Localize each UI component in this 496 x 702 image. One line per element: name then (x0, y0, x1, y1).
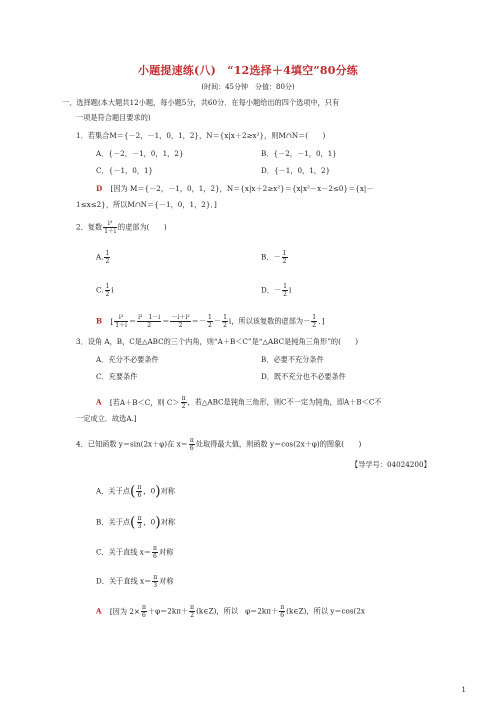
fraction (105, 283, 114, 298)
label: D．－ (261, 285, 282, 295)
fraction (137, 515, 143, 530)
denominator: 2 (223, 322, 227, 329)
section-heading-line1: 一、选择题(本大题共12小题，每小题5分，共60分．在每小题给出的四个选项中，只有 (62, 98, 340, 107)
q3-answer-letter: A (96, 397, 102, 407)
denominator: 2 (283, 291, 287, 298)
fraction (104, 250, 110, 265)
section-heading-line2: 一项是符合题目要求的) (76, 113, 151, 122)
denominator: 2 (147, 322, 152, 329)
solution-text: (k∈Z)，所以 φ＝2kπ＋ (196, 606, 279, 616)
coordinate: ，0 (143, 486, 156, 496)
numerator: 1 (312, 314, 317, 321)
fraction (152, 574, 158, 589)
q1-answer-letter: D (96, 184, 103, 193)
label: C. (96, 285, 104, 295)
q2-option-a (96, 250, 111, 265)
denominator: 3 (137, 523, 142, 530)
numerator: －i＋i² (171, 314, 190, 321)
right-paren: ) (155, 483, 161, 500)
suffix: i (288, 285, 292, 295)
label: A. (96, 252, 104, 262)
stem-text: 4．已知函数 y＝sin(2x＋φ)在 x＝ (76, 439, 188, 449)
denominator: 2 (208, 322, 212, 329)
numerator: 1 (105, 250, 110, 257)
denominator: 1＋i (104, 228, 116, 235)
label: B．关于点 (96, 517, 131, 527)
time-score-note: (时间：45分钟 分值：80分) (201, 83, 295, 91)
coordinate: ，0 (143, 517, 156, 527)
q1-option-a: A．{－2，－1，0，1，2} (96, 149, 184, 158)
q1-solution-text: [因为 M＝{－2，－1，0，1，2}，N＝{x|x＋2≥x²}＝{x|x²－x－2≤0}＝{x|－ (110, 184, 374, 193)
numerator: π (181, 395, 186, 402)
numerator: i³ (114, 314, 128, 322)
fraction (311, 314, 317, 329)
bracket: ．] (318, 316, 325, 326)
denominator: 2 (190, 612, 195, 619)
denominator: 2 (312, 322, 317, 329)
denominator: 2 (105, 291, 110, 298)
q1-solution-line1 (96, 184, 374, 194)
fraction (222, 314, 228, 329)
q4-option-d (96, 574, 174, 589)
numerator: π (152, 545, 157, 552)
q1-solution-line2: 1≤x≤2}，所以M∩N＝{－1，0，1，2}．] (76, 200, 217, 209)
fraction (282, 283, 288, 298)
q4-option-c (96, 545, 173, 560)
denominator: 2 (178, 322, 183, 329)
fraction (141, 604, 147, 619)
q4-answer-letter: A (96, 606, 102, 616)
q2-option-b (261, 250, 289, 265)
numerator: 1 (283, 283, 287, 290)
left-paren: ( (130, 514, 136, 531)
q4-option-a (96, 484, 175, 499)
q1-option-d: D．{－1，0，1，2} (261, 166, 331, 175)
page-number: 1 (461, 686, 466, 694)
numerator: π (189, 437, 194, 444)
suffix: 对称 (160, 486, 175, 496)
fraction (189, 437, 195, 452)
solution-text: (k∈Z)，所以 y＝cos(2x (286, 606, 365, 616)
fraction (282, 250, 288, 265)
solution-text: ，若△ABC是钝角三角形，则C不一定为钝角，即A＋B＜C不 (187, 397, 382, 407)
solution-text: [若A＋B＜C，则 C＞ (109, 397, 180, 407)
fraction (137, 314, 161, 329)
suffix: 对称 (158, 547, 174, 557)
q3-solution-line2: 一定成立．故选A.] (76, 414, 137, 423)
denominator: 2 (282, 258, 287, 265)
equals: ＝ (128, 316, 137, 326)
numerator: 1 (223, 314, 227, 321)
numerator: 1 (208, 314, 212, 321)
stem-text: 处取得最大值，则函数 y＝cos(2x＋φ)的图象( ) (195, 439, 362, 449)
q2-answer-letter: B (96, 316, 103, 326)
numerator: 1 (282, 250, 287, 257)
denominator: 6 (142, 612, 146, 619)
q2-stem (76, 220, 167, 235)
guide-reference-number: 【导学号：04024200】 (351, 460, 431, 469)
q2-stem-prefix: 2．复数 (76, 222, 103, 232)
fraction (136, 484, 142, 499)
suffix: 对称 (159, 576, 174, 586)
denominator: 6 (280, 612, 285, 619)
fraction (181, 395, 187, 410)
label: A．关于点 (96, 486, 130, 496)
suffix: 对称 (160, 517, 176, 527)
numerator: π (280, 604, 285, 611)
q2-option-d (261, 283, 291, 298)
left-paren: ( (129, 483, 136, 500)
numerator: π (153, 574, 158, 581)
q3-solution-line1 (96, 395, 382, 410)
fraction (279, 604, 285, 619)
denominator: 6 (137, 492, 142, 499)
q4-solution (96, 604, 365, 619)
q4-option-b (96, 515, 175, 530)
q2-stem-fraction (103, 220, 117, 235)
q4-stem (76, 437, 361, 452)
denominator: 2 (181, 403, 186, 410)
fraction (170, 314, 190, 329)
numerator: π (137, 484, 142, 491)
numerator: π (137, 515, 142, 522)
denominator: 3 (153, 582, 158, 589)
numerator: i³ 1－i (138, 314, 161, 321)
q3-stem: 3．设角 A，B，C是△ABC的三个内角，则“A＋B＜C”是“△ABC是钝角三角形”的( ) (76, 337, 359, 346)
q1-stem: 1．若集合M＝{－2，－1，0，1，2}，N＝{x|x＋2≥x²}，则M∩N＝( ) (76, 131, 326, 140)
q2-option-c (96, 283, 114, 298)
label: B．－ (261, 252, 281, 262)
label: D．关于直线 x＝ (96, 576, 152, 586)
solution-text: i，所以该复数的虚部为－ (228, 316, 311, 326)
minus: － (213, 316, 222, 326)
fraction (207, 314, 213, 329)
numerator: 1 (105, 283, 110, 290)
denominator: 6 (189, 445, 194, 452)
denominator: 6 (153, 553, 157, 560)
numerator: π (190, 604, 195, 611)
page-title: 小题提速练(八) “12选择＋4填空”80分练 (138, 64, 358, 77)
bracket: [ (110, 316, 114, 326)
q2-solution (96, 314, 325, 329)
q2-stem-suffix: 的虚部为( ) (117, 222, 167, 232)
suffix: i (111, 285, 114, 295)
q1-option-b: B．{－2，－1，0，1} (261, 149, 337, 158)
fraction (114, 314, 128, 329)
equals: ＝－ (191, 316, 207, 326)
q3-option-d: D．既不充分也不必要条件 (261, 372, 346, 381)
q1-option-c: C．{－1，0，1} (96, 166, 154, 175)
label: C．关于直线 x＝ (96, 547, 151, 557)
denominator: 1＋i (115, 322, 127, 329)
q3-option-a: A．充分不必要条件 (96, 355, 159, 364)
solution-text: ＋φ＝2kπ＋ (147, 606, 189, 616)
equals: ＝ (162, 316, 170, 326)
q3-option-c: C．充要条件 (96, 372, 138, 381)
right-paren: ) (155, 514, 161, 531)
solution-text: [因为 2× (109, 606, 140, 616)
fraction (189, 604, 195, 619)
numerator: π (141, 604, 146, 611)
numerator: i³ (103, 220, 117, 228)
fraction (152, 545, 158, 560)
q3-option-b: B．必要不充分条件 (261, 355, 324, 364)
denominator: 2 (105, 258, 110, 265)
